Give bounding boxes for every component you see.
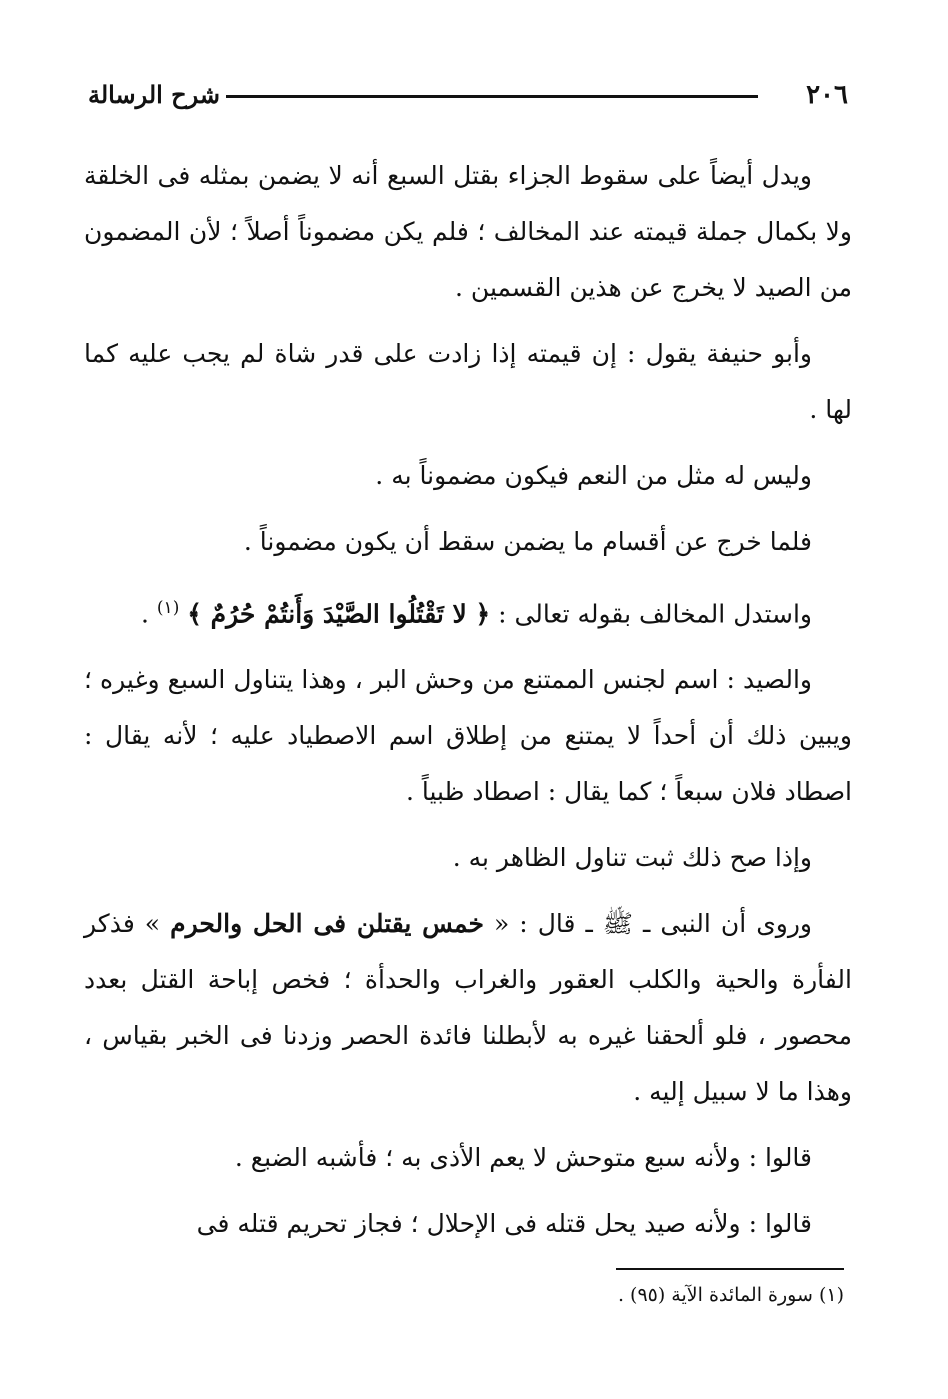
paragraph: فلما خرج عن أقسام ما يضمن سقط أن يكون مضموناً . xyxy=(243,527,812,556)
running-title: شرح الرسالة xyxy=(88,80,221,109)
paragraph-tail: . xyxy=(141,599,157,629)
paragraph: وأبو حنيفة يقول : إن قيمته إذا زادت على قدر شاة لم يجب عليه كما لها . xyxy=(84,339,852,424)
quran-verse: ﴿ لا تَقْتُلُوا الصَّيْدَ وَأَنتُمْ حُرُمٌ ﴾ xyxy=(187,599,491,629)
paragraph-lead: واستدل المخالف بقوله تعالى : xyxy=(490,599,812,629)
paragraph-lead: وروى أن النبى ـ ﷺ ـ قال : « xyxy=(483,909,812,939)
footnote-reference: (١) xyxy=(156,598,180,618)
paragraph: وليس له مثل من النعم فيكون مضموناً به . xyxy=(375,461,812,490)
footnote-rule xyxy=(616,1268,844,1270)
paragraph: قالوا : ولأنه صيد يحل قتله فى الإحلال ؛ فجاز تحريم قتله فى xyxy=(196,1209,812,1239)
page-number: ٢٠٦ xyxy=(806,80,848,110)
paragraph: ويدل أيضاً على سقوط الجزاء بقتل السبع أنه لا يضمن بمثله فى الخلقة ولا بكمال جملة قيمته عند المخالف ؛ فلم يكن مضموناً أصلاً ؛ لأن المضمون من الصيد لا يخرج عن هذين القسمين . xyxy=(84,161,852,302)
footnote: (١) سورة المائدة الآية (٩٥) . xyxy=(617,1284,844,1306)
paragraph: قالوا : ولأنه سبع متوحش لا يعم الأذى به ؛ فأشبه الضبع . xyxy=(234,1143,812,1173)
paragraph: والصيد : اسم لجنس الممتنع من وحش البر ، وهذا يتناول السبع وغيره ؛ ويبين ذلك أن أحداً لا يمتنع من إطلاق اسم الاصطياد عليه ؛ لأنه يقال : اصطاد فلان سبعاً ؛ كما يقال : اصطاد ظبياً . xyxy=(84,665,852,807)
paragraph-quran-citation xyxy=(84,580,852,642)
paragraph-hadith xyxy=(84,896,852,1120)
page-header xyxy=(88,78,848,118)
main-text xyxy=(84,148,852,1262)
paragraph-tail: » فذكر الفأرة والحية والكلب العقور والغراب والحدأة ؛ فخص إباحة القتل بعدد محصور ، فلو ألحقنا غيره به لأبطلنا فائدة الحصر وزدنا فى الخبر بقياس ، وهذا ما لا سبيل إليه . xyxy=(84,909,852,1107)
hadith-quote: خمس يقتلن فى الحل والحرم xyxy=(170,909,484,939)
header-rule xyxy=(226,95,758,98)
paragraph: وإذا صح ذلك ثبت تناول الظاهر به . xyxy=(452,843,812,873)
